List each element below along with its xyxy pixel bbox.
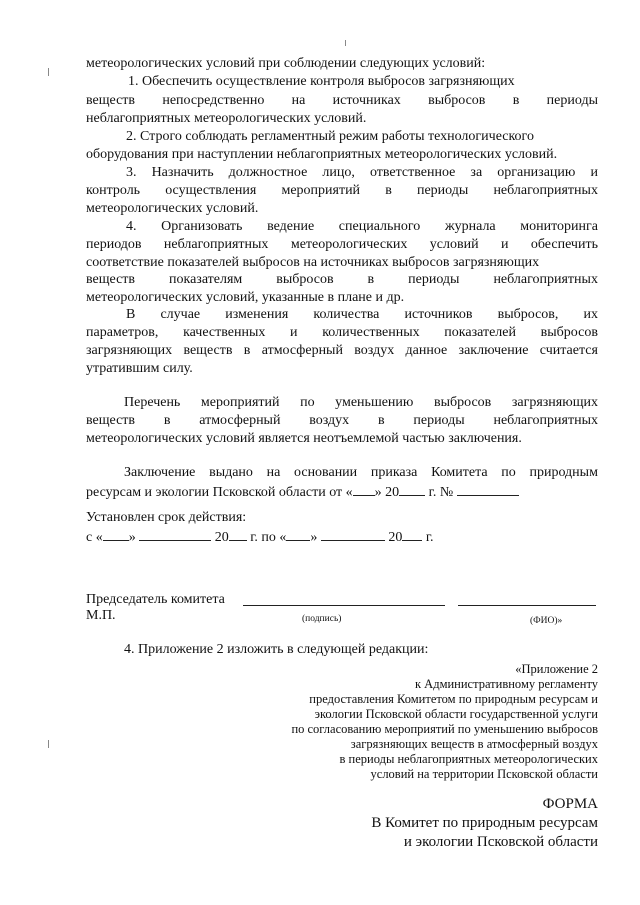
blank-to-month[interactable]: [321, 528, 385, 541]
paragraph-line: метеорологических условий при соблюдении следующих условий:: [86, 56, 486, 71]
item-4-line: веществ показателям выбросов в периоды неблагоприятных: [86, 272, 598, 287]
perechen-line: метеорологических условий является неотъемлемой частью заключения.: [86, 431, 522, 446]
appendix-header-line: к Административному регламенту: [414, 677, 598, 691]
appendix-header-line: загрязняющих веществ в атмосферный воздух: [350, 737, 598, 751]
blank-to-year[interactable]: [402, 528, 422, 541]
item-3-line: 3. Назначить должностное лицо, ответственное за организацию и: [126, 165, 598, 180]
item-2-line: 2. Строго соблюдать регламентный режим работы технологического: [126, 129, 534, 144]
appendix-header-line: в периоды неблагоприятных метеорологических: [339, 752, 598, 766]
scan-mark: [48, 740, 49, 748]
conclusion-line: ресурсам и экологии Псковской области от « » 20 г. №: [86, 483, 519, 501]
blank-year[interactable]: [399, 483, 425, 496]
form-title: ФОРМА: [542, 796, 598, 812]
change-line: загрязняющих веществ в атмосферный воздух данное заключение считается: [86, 343, 598, 358]
addressee-line: В Комитет по природным ресурсам: [371, 815, 598, 831]
item-4-line: 4. Организовать ведение специального журнала мониторинга: [126, 219, 598, 234]
item-4-line: периодов неблагоприятных метеорологических условий и обеспечить: [86, 237, 598, 252]
blank-from-month[interactable]: [139, 528, 211, 541]
scan-mark: [345, 40, 346, 46]
item-2-line: оборудования при наступлении неблагоприятных метеорологических условий.: [86, 147, 558, 162]
conclusion-line: Заключение выдано на основании приказа Комитета по природным: [124, 465, 598, 480]
signature-line[interactable]: [243, 605, 445, 606]
appendix-header-line: по согласованию мероприятий по уменьшению выбросов: [291, 722, 598, 736]
item-1-line: 1. Обеспечить осуществление контроля выбросов загрязняющих: [128, 74, 515, 89]
fio-caption: (ФИО)»: [530, 616, 563, 626]
appendix-instruction: 4. Приложение 2 изложить в следующей редакции:: [124, 642, 429, 657]
change-line: утратившим силу.: [86, 361, 193, 376]
item-1-line: неблагоприятных метеорологических условий.: [86, 111, 367, 126]
validity-line: с « » 20 г. по « » 20 г.: [86, 530, 434, 545]
perechen-line: веществ в атмосферный воздух в периоды неблагоприятных: [86, 413, 598, 428]
item-3-line: метеорологических условий.: [86, 201, 259, 216]
appendix-header-line: экологии Псковской области государственной услуги: [314, 707, 598, 721]
blank-from-day[interactable]: [103, 528, 129, 541]
stamp-label: М.П.: [86, 608, 116, 623]
change-line: параметров, качественных и количественных показателей выбросов: [86, 325, 598, 340]
appendix-header-line: «Приложение 2: [515, 662, 598, 676]
scan-mark: [48, 68, 49, 76]
item-4-line: метеорологических условий, указанные в плане и др.: [86, 290, 405, 305]
appendix-header-line: предоставления Комитетом по природным ресурсам и: [309, 692, 598, 706]
item-3-line: контроль осуществления мероприятий в периоды неблагоприятных: [86, 183, 598, 198]
signature-caption: (подпись): [302, 614, 342, 624]
blank-day[interactable]: [353, 483, 375, 496]
fio-line[interactable]: [458, 605, 596, 606]
blank-to-day[interactable]: [286, 528, 310, 541]
blank-from-year[interactable]: [229, 528, 247, 541]
addressee-line: и экологии Псковской области: [403, 834, 598, 850]
blank-number[interactable]: [457, 483, 519, 496]
chair-label: Председатель комитета: [86, 592, 225, 607]
appendix-header-line: условий на территории Псковской области: [370, 767, 598, 781]
item-4-line: соответствие показателей выбросов на источниках выбросов загрязняющих: [86, 255, 540, 270]
item-1-line: веществ непосредственно на источниках выбросов в периоды: [86, 93, 598, 108]
perechen-line: Перечень мероприятий по уменьшению выбросов загрязняющих: [124, 395, 598, 410]
validity-title: Установлен срок действия:: [86, 510, 247, 525]
change-line: В случае изменения количества источников выбросов, их: [126, 307, 598, 322]
